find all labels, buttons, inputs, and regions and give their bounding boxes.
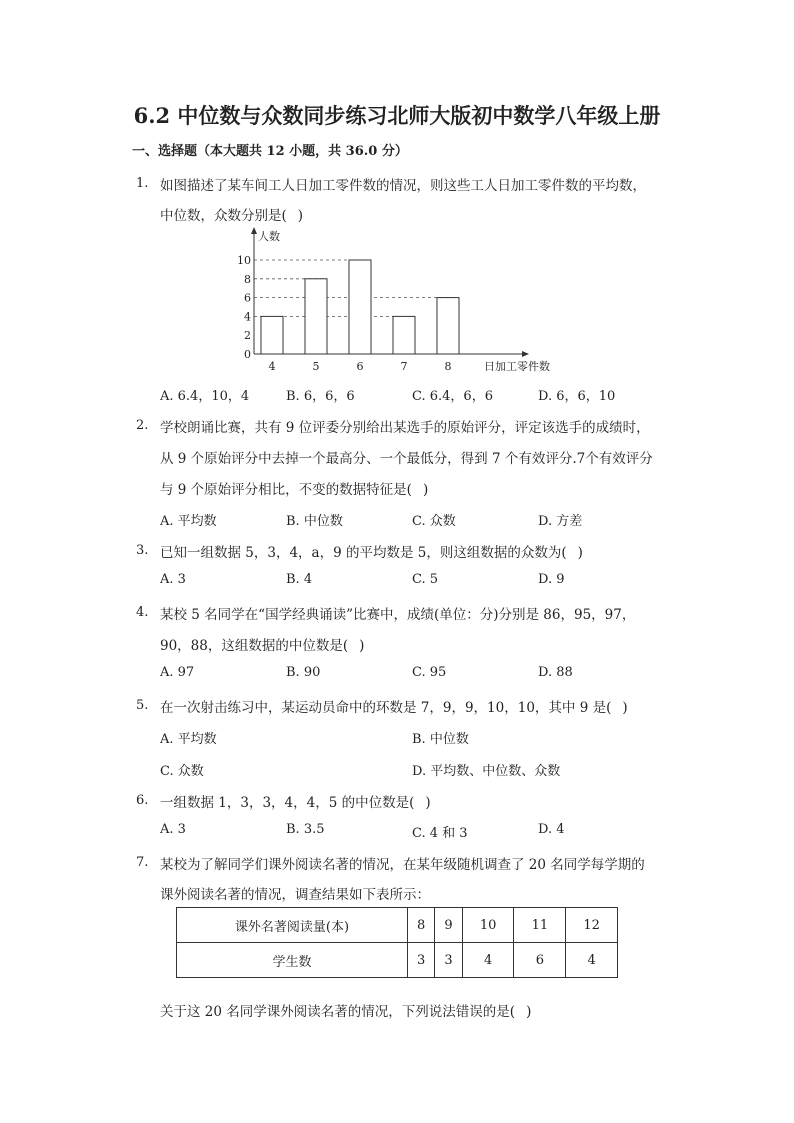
question-text: 关于这 20 名同学课外阅读名著的情况，下列说法错误的是( )	[160, 1004, 532, 1020]
question-number: 7.	[136, 855, 149, 870]
x-tick-label: 8	[444, 360, 452, 373]
question-text: 学校朗诵比赛，共有 9 位评委分别给出某选手的原始评分，评定该选手的成绩时，	[160, 420, 650, 436]
x-axis-arrow	[522, 351, 529, 357]
option-d: D. 方差	[538, 514, 583, 529]
option-b: B. 3.5	[286, 822, 325, 837]
question-text: 中位数，众数分别是( )	[160, 208, 304, 224]
chart-bar	[393, 316, 415, 354]
x-axis-label: 日加工零件数	[484, 360, 550, 373]
table-cell: 3	[435, 943, 462, 978]
page-title: 6.2 中位数与众数同步练习北师大版初中数学八年级上册	[133, 103, 661, 128]
table-header-cell: 课外名著阅读量(本)	[177, 908, 408, 943]
table-cell: 12	[566, 908, 618, 943]
table-cell: 10	[462, 908, 514, 943]
option-a: A. 3	[160, 572, 186, 587]
x-tick-label: 5	[312, 360, 320, 373]
chart-bar	[437, 298, 459, 354]
option-d: D. 平均数、中位数、众数	[412, 764, 561, 779]
x-tick-label: 7	[400, 360, 408, 373]
question-number: 5.	[136, 698, 149, 713]
option-b: B. 6，6，6	[286, 389, 355, 404]
chart-bar	[261, 316, 283, 354]
chart-bar	[349, 260, 371, 354]
option-c: C. 众数	[412, 514, 456, 529]
table-cell: 9	[435, 908, 462, 943]
bar-chart	[232, 226, 562, 374]
option-a: A. 3	[160, 822, 186, 837]
table-cell: 3	[408, 943, 435, 978]
y-tick-label: 6	[244, 291, 251, 305]
question-text: 在一次射击练习中，某运动员命中的环数是 7，9，9，10，10，其中 9 是( )	[160, 700, 628, 716]
y-axis-label: 人数	[258, 230, 280, 243]
option-d: D. 88	[538, 665, 573, 680]
question-number: 1.	[136, 176, 149, 191]
y-tick-label: 8	[244, 272, 251, 286]
option-d: D. 6，6，10	[538, 389, 616, 404]
option-a: A. 97	[160, 665, 195, 680]
option-a: A. 6.4，10，4	[160, 389, 250, 404]
option-d: D. 9	[538, 572, 565, 587]
question-number: 6.	[136, 793, 149, 808]
question-text: 某校为了解同学们课外阅读名著的情况，在某年级随机调查了 20 名同学每学期的	[160, 857, 645, 873]
y-tick-label: 4	[244, 310, 251, 324]
y-tick-label: 2	[244, 329, 251, 343]
table-cell: 4	[566, 943, 618, 978]
x-tick-label: 4	[268, 360, 276, 373]
question-number: 2.	[136, 418, 149, 433]
chart-bar	[305, 279, 327, 354]
question-text: 从 9 个原始评分中去掉一个最高分、一个最低分，得到 7 个有效评分.7个有效评分	[160, 451, 653, 467]
option-b: B. 4	[286, 572, 313, 587]
y-axis-arrow	[251, 227, 257, 234]
table-cell: 4	[462, 943, 514, 978]
option-c: C. 5	[412, 572, 439, 587]
table-cell: 11	[514, 908, 566, 943]
question-text: 课外阅读名著的情况，调查结果如下表所示：	[160, 887, 430, 903]
question-text: 一组数据 1，3，3，4，4，5 的中位数是( )	[160, 795, 431, 811]
table-row	[177, 908, 618, 943]
question-number: 4.	[136, 605, 149, 620]
option-c: C. 6.4，6，6	[412, 389, 493, 404]
reading-table	[176, 907, 618, 978]
y-tick-label: 10	[237, 254, 251, 267]
section-heading: 一、选择题（本大题共 12 小题，共 36.0 分）	[132, 144, 408, 159]
question-number: 3.	[136, 543, 149, 558]
question-text: 90，88，这组数据的中位数是( )	[160, 638, 365, 654]
option-a: A. 平均数	[160, 514, 217, 529]
option-a: A. 平均数	[160, 732, 217, 747]
question-text: 与 9 个原始评分相比，不变的数据特征是( )	[160, 482, 429, 498]
option-c: C. 95	[412, 665, 447, 680]
option-d: D. 4	[538, 822, 565, 837]
option-b: B. 中位数	[286, 514, 343, 529]
table-row	[177, 943, 618, 978]
question-text: 某校 5 名同学在“国学经典诵读”比赛中，成绩(单位：分)分别是 86，95，97，	[160, 607, 636, 623]
option-c: C. 4 和 3	[412, 826, 468, 841]
question-text: 如图描述了某车间工人日加工零件数的情况，则这些工人日加工零件数的平均数，	[160, 178, 646, 194]
table-cell: 6	[514, 943, 566, 978]
question-text: 已知一组数据 5，3，4，a，9 的平均数是 5，则这组数据的众数为( )	[160, 545, 583, 561]
x-tick-label: 6	[356, 360, 364, 373]
option-c: C. 众数	[160, 764, 204, 779]
option-b: B. 90	[286, 665, 321, 680]
y-tick-label: 0	[244, 348, 251, 361]
table-header-cell: 学生数	[177, 943, 408, 978]
option-b: B. 中位数	[412, 732, 469, 747]
table-cell: 8	[408, 908, 435, 943]
